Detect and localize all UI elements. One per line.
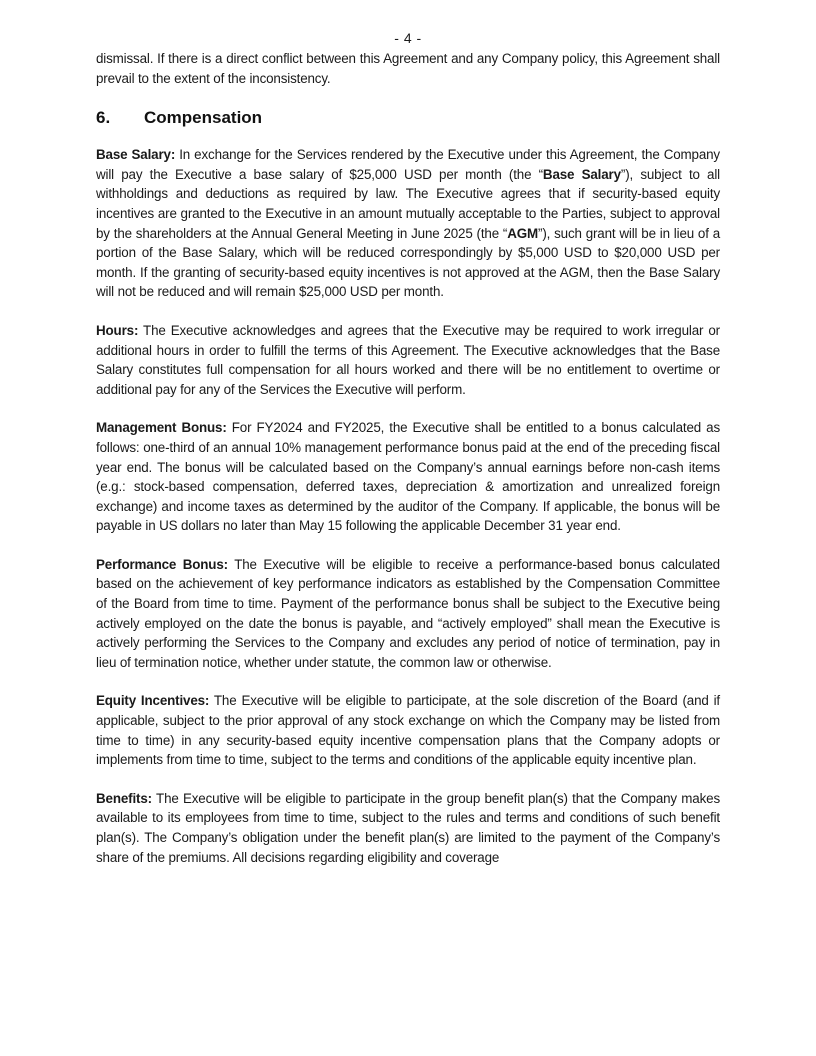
hours-text: The Executive acknowledges and agrees that the Executive may be required to work irregular or additional hours in order to fulfill the terms of this Agreement. The Executive acknowledges that the Base Salary constitutes full compensation for all hours worked and there will be no entitlement to overtime or additional pay for any of the Services the Executive will perform. bbox=[96, 322, 720, 397]
agm-defined-term: AGM bbox=[507, 225, 539, 241]
intro-paragraph: dismissal. If there is a direct conflict between this Agreement and any Company policy, this Agreement shall prevail to the extent of the inconsistency. bbox=[96, 51, 720, 86]
performance-bonus-label: Performance Bonus: bbox=[96, 556, 228, 572]
performance-bonus-text: The Executive will be eligible to receive a performance-based bonus calculated based on the achievement of key performance indicators as established by the Compensation Committee of the Board from time to time. Payment of the performance bonus shall be subject to the Executive being actively employed on the date the bonus is payable, and “actively employed” shall mean the Executive is actively performing the Services to the Company and excludes any period of notice of termination, pay in lieu of termination notice, whether under statute, the common law or otherwise. bbox=[96, 556, 720, 670]
section-number: 6. bbox=[96, 108, 111, 128]
performance-bonus-paragraph bbox=[96, 555, 720, 673]
management-bonus-paragraph bbox=[96, 418, 720, 536]
page-number: - 4 - bbox=[394, 30, 422, 46]
benefits-text: The Executive will be eligible to participate in the group benefit plan(s) that the Company makes available to its employees from time to time, subject to the rules and terms and conditions of such benefit plan(s). The Company’s obligation under the benefit plan(s) are limited to the payment of the Company’s share of the premiums. All decisions regarding eligibility and coverage bbox=[96, 790, 720, 865]
management-bonus-text: For FY2024 and FY2025, the Executive shall be entitled to a bonus calculated as follows: one-third of an annual 10% management performance bonus paid at the end of the preceding fiscal year end. The bonus will be calculated based on the Company’s annual earnings before non-cash items (e.g.: stock-based compensation, deferred taxes, depreciation & amortization and unrealized foreign exchange) and income taxes as determined by the auditor of the Company. If applicable, the bonus will be payable in US dollars no later than May 15 following the applicable December 31 year end. bbox=[96, 420, 720, 534]
benefits-paragraph bbox=[96, 789, 720, 867]
base-salary-defined-term: Base Salary bbox=[542, 166, 621, 182]
benefits-label: Benefits: bbox=[96, 790, 152, 806]
equity-incentives-text: The Executive will be eligible to participate, at the sole discretion of the Board (and if applicable, subject to the prior approval of any stock exchange on which the Company may be listed from time to time) in any security-based equity incentive compensation plans that the Company adopts or implements from time to time, subject to the terms and conditions of the applicable equity incentive plan. bbox=[96, 693, 720, 768]
base-salary-text-2: ”), subject to all withholdings and deductions as required by law. The Executive agrees that if security-based equity incentives are granted to the Executive in an amount mutually acceptable to the Parties, subject to approval by the shareholders at the Annual General Meeting in June 2025 (the “ bbox=[96, 166, 721, 241]
hours-paragraph bbox=[96, 321, 720, 399]
section-title: Compensation bbox=[144, 108, 263, 128]
hours-label: Hours: bbox=[96, 322, 139, 338]
base-salary-label: Base Salary: bbox=[96, 147, 176, 163]
management-bonus-label: Management Bonus: bbox=[96, 420, 227, 436]
equity-incentives-paragraph bbox=[96, 691, 720, 769]
section-heading bbox=[96, 107, 720, 129]
equity-incentives-label: Equity Incentives: bbox=[96, 693, 210, 709]
base-salary-paragraph bbox=[96, 145, 720, 302]
document-page bbox=[96, 28, 720, 886]
base-salary-text-3: ”), such grant will be in lieu of a portion of the Base Salary, which will be reduced correspondingly by $5,000 USD to $20,000 USD per month. If the granting of security-based equity incentives is not approved at the AGM, then the Base Salary will not be reduced and will remain $25,000 USD per month. bbox=[96, 225, 720, 300]
base-salary-text-1: In exchange for the Services rendered by the Executive under this Agreement, the Company will pay the Executive a base salary of $25,000 USD per month (the “ bbox=[96, 147, 720, 182]
